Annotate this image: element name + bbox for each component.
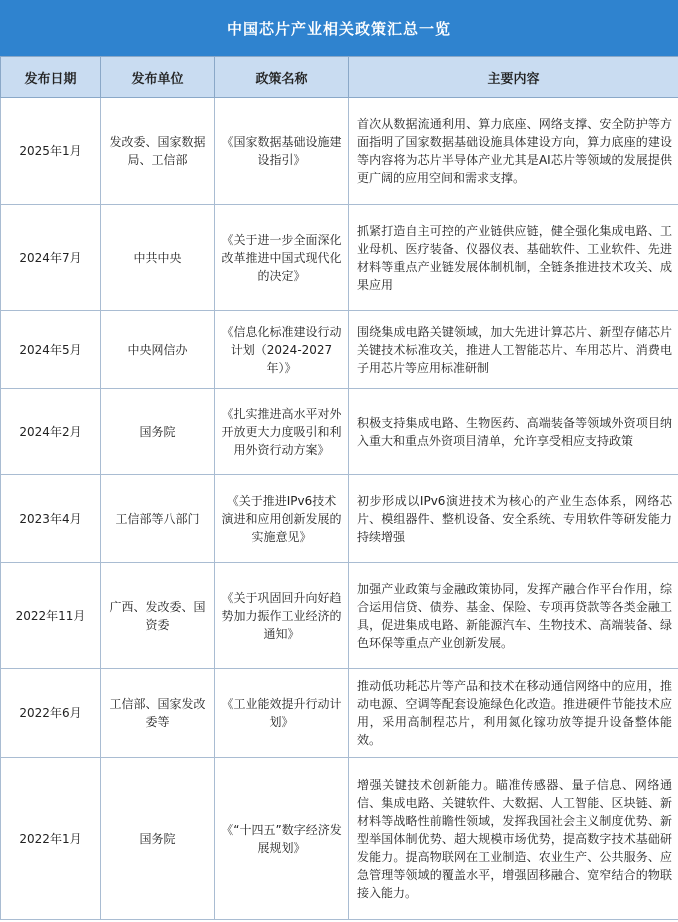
cell-date: 2023年4月 [1, 475, 101, 563]
header-content: 主要内容 [349, 57, 678, 98]
table-row [1, 563, 678, 669]
cell-policy: 《扎实推进高水平对外开放更大力度吸引和利用外资行动方案》 [215, 389, 349, 475]
cell-unit: 中央网信办 [101, 311, 215, 389]
cell-policy: 《关于推进IPv6技术演进和应用创新发展的实施意见》 [215, 475, 349, 563]
table-row [1, 98, 678, 205]
cell-content: 初步形成以IPv6演进技术为核心的产业生态体系，网络芯片、模组器件、整机设备、安全系统、专用软件等研发能力持续增强 [349, 475, 678, 563]
table-row [1, 758, 678, 920]
table-row [1, 205, 678, 311]
cell-date: 2022年6月 [1, 669, 101, 758]
cell-unit: 国务院 [101, 758, 215, 920]
table-row [1, 475, 678, 563]
policy-table [0, 56, 678, 920]
cell-unit: 国务院 [101, 389, 215, 475]
cell-policy: 《信息化标准建设行动计划（2024-2027年）》 [215, 311, 349, 389]
cell-content: 抓紧打造自主可控的产业链供应链，健全强化集成电路、工业母机、医疗装备、仪器仪表、基础软件、工业软件、先进材料等重点产业链发展体制机制，全链条推进技术攻关、成果应用 [349, 205, 678, 311]
cell-policy: 《工业能效提升行动计划》 [215, 669, 349, 758]
cell-content: 围绕集成电路关键领域，加大先进计算芯片、新型存储芯片关键技术标准攻关，推进人工智能芯片、车用芯片、消费电子用芯片等应用标准研制 [349, 311, 678, 389]
table-row [1, 389, 678, 475]
header-policy: 政策名称 [215, 57, 349, 98]
cell-date: 2024年2月 [1, 389, 101, 475]
cell-unit: 中共中央 [101, 205, 215, 311]
cell-content: 加强产业政策与金融政策协同，发挥产融合作平台作用，综合运用信贷、债券、基金、保险、专项再贷款等各类金融工具，促进集成电路、新能源汽车、生物技术、高端装备、绿色环保等重点产业创新发展。 [349, 563, 678, 669]
cell-date: 2024年7月 [1, 205, 101, 311]
table-row [1, 311, 678, 389]
header-unit: 发布单位 [101, 57, 215, 98]
cell-policy: 《关于进一步全面深化改革推进中国式现代化的决定》 [215, 205, 349, 311]
cell-date: 2024年5月 [1, 311, 101, 389]
table-title: 中国芯片产业相关政策汇总一览 [0, 0, 678, 56]
cell-unit: 工信部、国家发改委等 [101, 669, 215, 758]
header-row [1, 57, 678, 98]
cell-date: 2022年11月 [1, 563, 101, 669]
cell-content: 增强关键技术创新能力。瞄准传感器、量子信息、网络通信、集成电路、关键软件、大数据、人工智能、区块链、新材料等战略性前瞻性领域，发挥我国社会主义制度优势、新型举国体制优势、超大规模市场优势，提高数字技术基础研发能力。提高物联网在工业制造、农业生产、公共服务、应急管理等领域的覆盖水平，增强固移融合、宽窄结合的物联接入能力。 [349, 758, 678, 920]
cell-content: 推动低功耗芯片等产品和技术在移动通信网络中的应用，推动电源、空调等配套设施绿色化改造。推进硬件节能技术应用，采用高制程芯片，利用氮化镓功放等提升设备整体能效。 [349, 669, 678, 758]
header-date: 发布日期 [1, 57, 101, 98]
cell-policy: 《国家数据基础设施建设指引》 [215, 98, 349, 205]
cell-date: 2022年1月 [1, 758, 101, 920]
cell-unit: 工信部等八部门 [101, 475, 215, 563]
cell-policy: 《关于巩固回升向好趋势加力振作工业经济的通知》 [215, 563, 349, 669]
cell-policy: 《“十四五”数字经济发展规划》 [215, 758, 349, 920]
cell-content: 首次从数据流通利用、算力底座、网络支撑、安全防护等方面指明了国家数据基础设施具体建设方向，算力底座的建设等内容将为芯片半导体产业尤其是AI芯片等领域的发展提供更广阔的应用空间和需求支撑。 [349, 98, 678, 205]
cell-date: 2025年1月 [1, 98, 101, 205]
cell-content: 积极支持集成电路、生物医药、高端装备等领域外资项目纳入重大和重点外资项目清单，允许享受相应支持政策 [349, 389, 678, 475]
cell-unit: 广西、发改委、国资委 [101, 563, 215, 669]
table-row [1, 669, 678, 758]
cell-unit: 发改委、国家数据局、工信部 [101, 98, 215, 205]
